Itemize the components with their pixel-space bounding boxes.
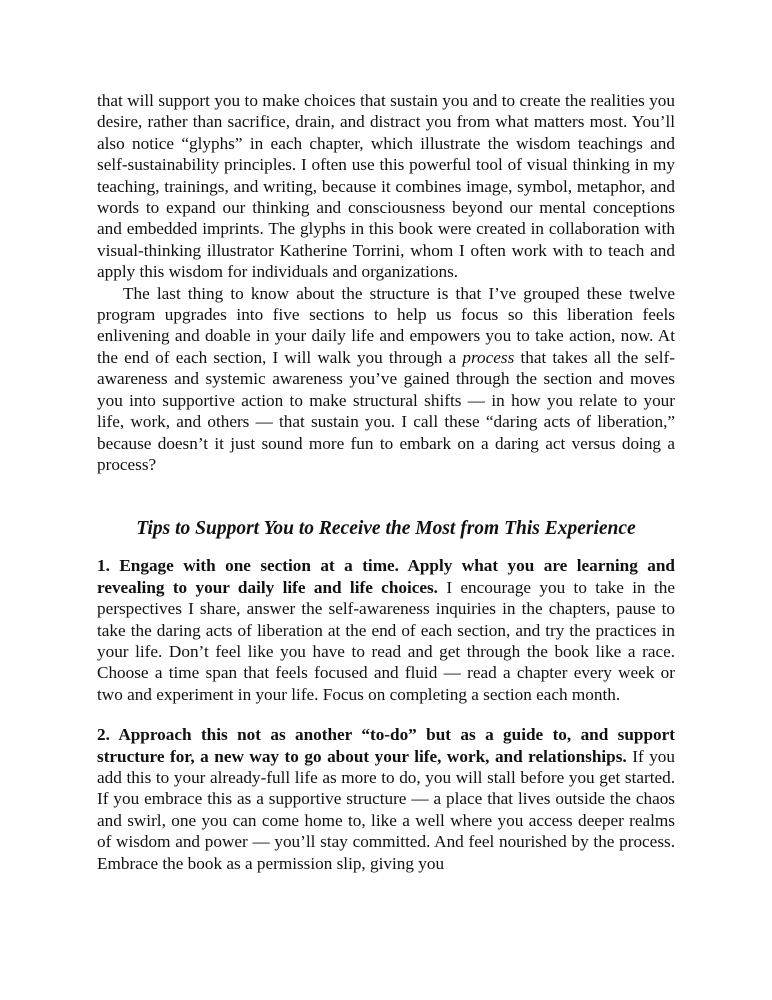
document-page [97, 90, 675, 893]
tip-paragraph-1 [97, 555, 675, 705]
emphasis-process: process [462, 347, 515, 367]
section-heading: Tips to Support You to Receive the Most from This Experience [136, 518, 636, 540]
paragraph-text-start: The last thing to know about the structure is that I’ve grouped these twelve program upgrades into five sections to help us focus so this liberation feels enlivening and doable in your daily life and empowers you to take action, now. At the end of each section, I will walk you through a [97, 283, 675, 367]
tip-paragraph-2 [97, 724, 675, 874]
paragraph-text-end: that takes all the self-awareness and systemic awareness you’ve gained through the section and moves you into supportive action to make structural shifts — in how you relate to your life, work, and others — that sustain you. I call these “daring acts of liberation,” because doesn’t it just sound more fun to embark on a daring act versus doing a process? [97, 347, 675, 474]
tip-2-lead: 2. Approach this not as another “to-do” but as a guide to, and support structure for, a new way to go about your life, work, and relationships. [97, 725, 675, 766]
tip-1-lead: 1. Engage with one section at a time. Apply what you are learning and revealing to your daily life and life choices. [97, 556, 675, 597]
body-paragraph-continued: that will support you to make choices that sustain you and to create the realities you desire, rather than sacrifice, drain, and distract you from what matters most. You’ll also notice “glyphs” in each chapter, which illustrate the wisdom teachings and self-sustainability principles. I often use this powerful tool of visual thinking in my teaching, trainings, and writing, because it combines image, symbol, metaphor, and words to expand our thinking and consciousness beyond our mental conceptions and embedded imprints. The glyphs in this book were created in collaboration with visual-thinking illustrator Katherine Torrini, whom I often work with to teach and apply this wisdom for individuals and organizations. [97, 91, 675, 282]
body-paragraph-structure [97, 283, 675, 476]
tip-2-text: If you add this to your already-full life as more to do, you will stall before you get started. If you embrace this as a supportive structure — a place that lives outside the chaos and swirl, one you can come home to, like a well where you access deeper realms of wisdom and power — you’ll stay committed. And feel nourished by the process. Embrace the book as a permission slip, giving you [97, 746, 675, 873]
tip-1-text: I encourage you to take in the perspectives I share, answer the self-awareness inquiries in the chapters, pause to take the daring acts of liberation at the end of each section, and try the practices in your life. Don’t feel like you have to read and get through the book like a race. Choose a time span that feels focused and fluid — read a chapter every week or two and experiment in your life. Focus on completing a section each month. [97, 577, 675, 704]
